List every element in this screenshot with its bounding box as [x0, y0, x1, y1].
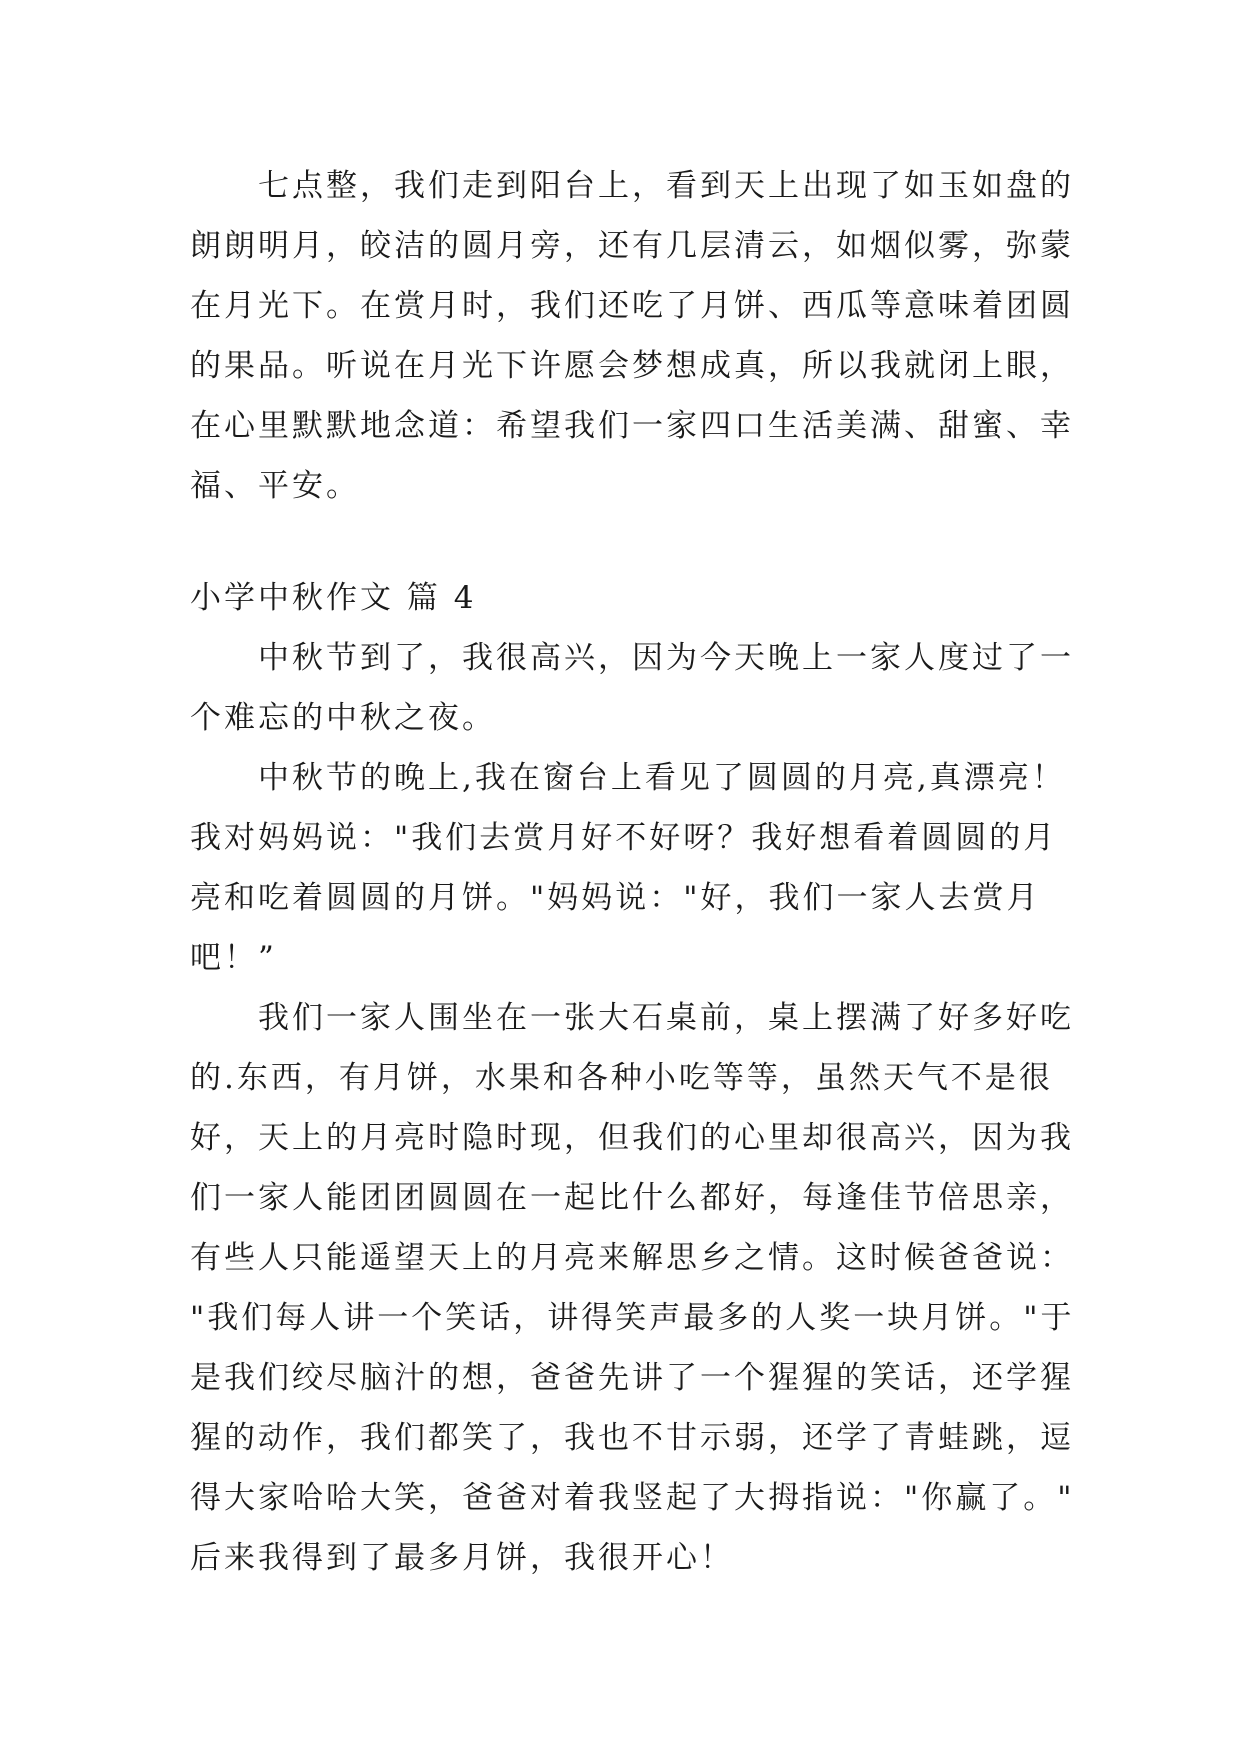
- paragraph-line: 在月光下。在赏月时，我们还吃了月饼、西瓜等意味着团圆: [190, 288, 1074, 324]
- section-heading: 小学中秋作文 篇 4: [190, 580, 477, 616]
- paragraph-line: 吧！”: [190, 940, 277, 976]
- paragraph-line: 的果品。听说在月光下许愿会梦想成真，所以我就闭上眼，: [190, 348, 1074, 384]
- paragraph-line: 个难忘的中秋之夜。: [190, 700, 496, 736]
- paragraph-line: 朗朗明月，皎洁的圆月旁，还有几层清云，如烟似雾，弥蒙: [190, 228, 1074, 264]
- paragraph-line: 七点整，我们走到阳台上，看到天上出现了如玉如盘的: [258, 168, 1074, 204]
- paragraph-line: 的.东西，有月饼，水果和各种小吃等等，虽然天气不是很: [190, 1060, 1053, 1096]
- paragraph-line: 后来我得到了最多月饼，我很开心！: [190, 1540, 734, 1576]
- paragraph-line: 我对妈妈说："我们去赏月好不好呀？我好想看着圆圆的月: [190, 820, 1058, 856]
- paragraph-line: 得大家哈哈大笑，爸爸对着我竖起了大拇指说："你赢了。": [190, 1480, 1075, 1516]
- paragraph-line: 中秋节的晚上,我在窗台上看见了圆圆的月亮,真漂亮！: [258, 760, 1066, 796]
- paragraph-line: 猩的动作，我们都笑了，我也不甘示弱，还学了青蛙跳，逗: [190, 1420, 1074, 1456]
- paragraph-line: 好，天上的月亮时隐时现，但我们的心里却很高兴，因为我: [190, 1120, 1074, 1156]
- paragraph-line: 们一家人能团团圆圆在一起比什么都好，每逢佳节倍思亲，: [190, 1180, 1074, 1216]
- paragraph-line: 有些人只能遥望天上的月亮来解思乡之情。这时候爸爸说：: [190, 1240, 1074, 1276]
- paragraph-line: 在心里默默地念道：希望我们一家四口生活美满、甜蜜、幸: [190, 408, 1074, 444]
- paragraph-line: 我们一家人围坐在一张大石桌前，桌上摆满了好多好吃: [258, 1000, 1074, 1036]
- paragraph-line: 是我们绞尽脑汁的想，爸爸先讲了一个猩猩的笑话，还学猩: [190, 1360, 1074, 1396]
- paragraph-line: 中秋节到了，我很高兴，因为今天晚上一家人度过了一: [258, 640, 1074, 676]
- paragraph-line: 福、平安。: [190, 468, 360, 504]
- paragraph-line: 亮和吃着圆圆的月饼。"妈妈说："好，我们一家人去赏月: [190, 880, 1041, 916]
- paragraph-line: "我们每人讲一个笑话，讲得笑声最多的人奖一块月饼。"于: [190, 1300, 1075, 1336]
